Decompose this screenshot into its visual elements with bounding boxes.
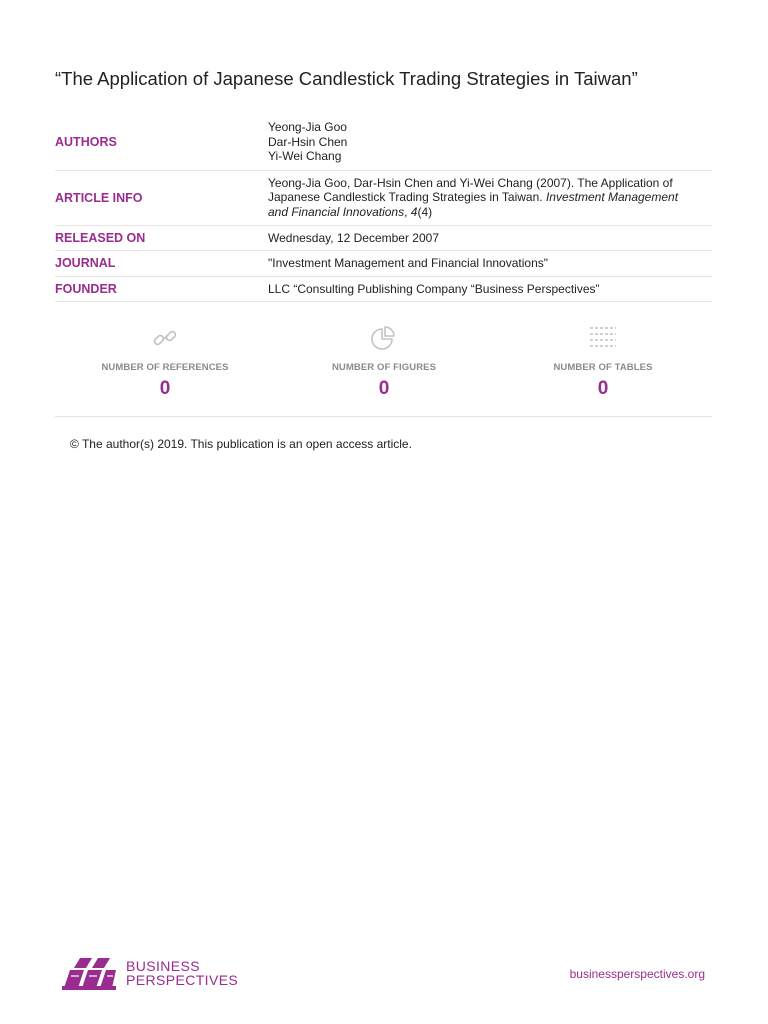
- citation-line: [268, 205, 712, 220]
- citation-line: [268, 190, 712, 205]
- citation-separator: ,: [404, 204, 411, 219]
- article-info-value: [268, 171, 712, 225]
- license-notice: © The author(s) 2019. This publication is an open access article.: [70, 437, 412, 451]
- authors-row: [55, 114, 712, 171]
- released-label: RELEASED ON: [55, 230, 146, 245]
- founder-label: FOUNDER: [55, 282, 117, 297]
- citation-line: Yeong-Jia Goo, Dar-Hsin Chen and Yi-Wei Chang (2007). The Application of: [268, 175, 673, 190]
- released-row: [55, 226, 712, 252]
- stat-value: 0: [597, 378, 609, 399]
- founder-value: LLC “Consulting Publishing Company “Business Perspectives”: [268, 281, 600, 296]
- author-name: Yi-Wei Chang: [268, 149, 342, 164]
- article-info-row: [55, 171, 712, 226]
- article-title: “The Application of Japanese Candlestick Trading Strategies in Taiwan”: [55, 68, 638, 89]
- table-icon: [493, 318, 713, 358]
- author-name: Dar-Hsin Chen: [268, 134, 348, 149]
- authors-label: AUTHORS: [55, 134, 117, 149]
- citation-journal: Investment Management: [545, 190, 679, 205]
- citation-text: Japanese Candlestick Trading Strategies in Taiwan.: [268, 190, 546, 205]
- released-value: Wednesday, 12 December 2007: [268, 230, 439, 245]
- stat-value: 0: [159, 378, 171, 399]
- stat-value: 0: [378, 378, 390, 399]
- publisher-name: [126, 959, 238, 988]
- stat-figures: [274, 318, 494, 400]
- stat-caption: NUMBER OF REFERENCES: [101, 362, 229, 373]
- brand-line: BUSINESS: [126, 957, 200, 974]
- author-name: Yeong-Jia Goo: [268, 120, 347, 134]
- publisher-website-link[interactable]: businessperspectives.org: [569, 967, 705, 981]
- citation-issue: (4): [417, 204, 433, 219]
- journal-value: "Investment Management and Financial Innovations": [268, 256, 549, 271]
- stat-references: [55, 318, 275, 400]
- brand-line: PERSPECTIVES: [126, 972, 239, 988]
- stat-caption: NUMBER OF FIGURES: [331, 362, 437, 373]
- founder-row: [55, 277, 712, 303]
- pie-chart-icon: [274, 318, 494, 358]
- journal-row: [55, 251, 712, 277]
- link-icon: [55, 318, 275, 358]
- stats-panel: [55, 318, 712, 417]
- journal-label: JOURNAL: [55, 256, 116, 271]
- stat-caption: NUMBER OF TABLES: [553, 362, 653, 373]
- stat-tables: [493, 318, 713, 400]
- publisher-mark-icon: [62, 956, 118, 990]
- metadata-table: [55, 114, 712, 302]
- citation-volume: 4: [410, 204, 418, 219]
- authors-value: [268, 114, 712, 170]
- publisher-logo: [62, 956, 238, 990]
- article-info-label: ARTICLE INFO: [55, 190, 143, 205]
- citation-journal: and Financial Innovations: [268, 204, 405, 219]
